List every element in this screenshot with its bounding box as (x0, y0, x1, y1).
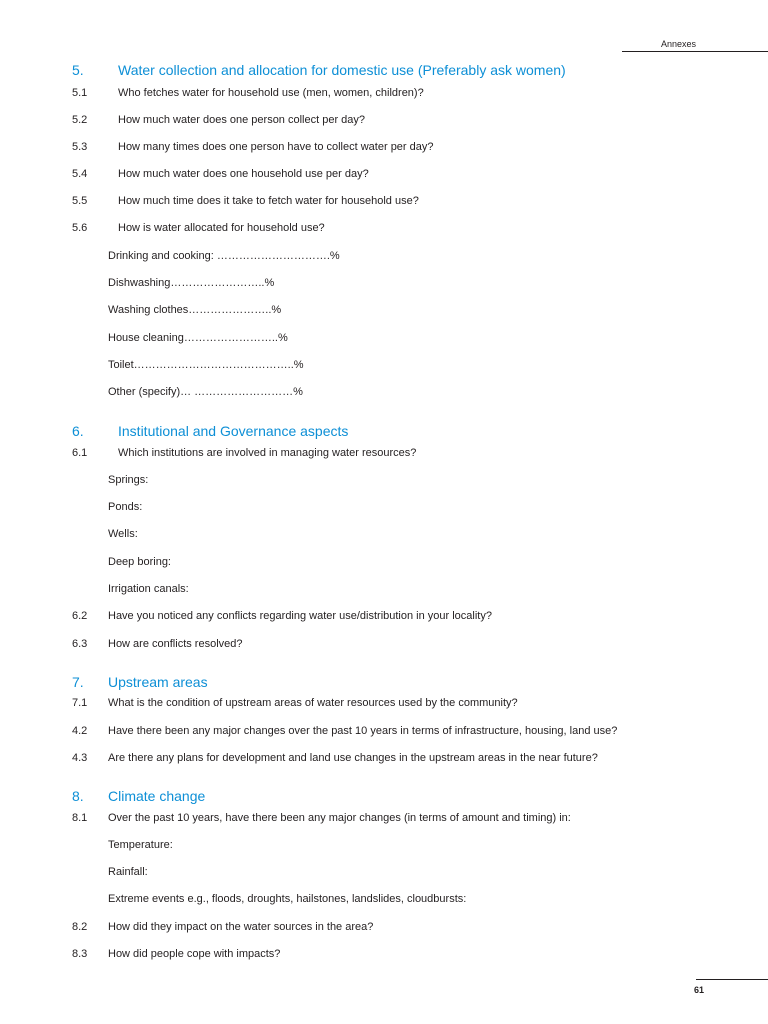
question-number: 5.6 (72, 222, 88, 234)
question-text: Are there any plans for development and land use changes in the upstream areas in the near future? (108, 752, 598, 764)
question-number: 5.1 (72, 87, 88, 99)
question-text: How much time does it take to fetch water for household use? (118, 195, 419, 207)
allocation-item: Dishwashing……………………..% (108, 277, 275, 289)
question-text: How are conflicts resolved? (108, 638, 243, 650)
question-number: 4.2 (72, 725, 88, 737)
section-number: 7. (72, 674, 84, 690)
climate-item: Extreme events e.g., floods, droughts, hailstones, landslides, cloudbursts: (108, 893, 467, 905)
question-text: Have there been any major changes over the past 10 years in terms of infrastructure, housing, land use? (108, 725, 618, 737)
question-text: Which institutions are involved in managing water resources? (118, 447, 417, 459)
question-number: 6.2 (72, 610, 88, 622)
footer-rule (696, 979, 768, 980)
question-number: 5.4 (72, 168, 88, 180)
question-text: How much water does one household use per day? (118, 168, 369, 180)
climate-item: Temperature: (108, 839, 173, 851)
allocation-item: Drinking and cooking: ………………………….% (108, 250, 340, 262)
institution-item: Springs: (108, 474, 149, 486)
section-number: 5. (72, 62, 84, 78)
allocation-item: Toilet……………………………………..% (108, 359, 304, 371)
question-number: 8.2 (72, 921, 88, 933)
section-title: Water collection and allocation for domestic use (Preferably ask women) (118, 62, 566, 78)
header-label: Annexes (660, 39, 696, 49)
question-text: How is water allocated for household use? (118, 222, 325, 234)
institution-item: Deep boring: (108, 556, 171, 568)
question-number: 5.2 (72, 114, 88, 126)
question-text: How did they impact on the water sources in the area? (108, 921, 374, 933)
institution-item: Wells: (108, 528, 138, 540)
page-number: 61 (694, 985, 705, 995)
question-text: How much water does one person collect per day? (118, 114, 366, 126)
question-number: 4.3 (72, 752, 88, 764)
section-title: Institutional and Governance aspects (118, 423, 349, 439)
allocation-item: Washing clothes…………………..% (108, 304, 282, 316)
climate-item: Rainfall: (108, 866, 148, 878)
institution-item: Ponds: (108, 501, 143, 513)
allocation-item: House cleaning……………………..% (108, 332, 288, 344)
question-number: 5.5 (72, 195, 88, 207)
question-number: 6.1 (72, 447, 88, 459)
question-number: 5.3 (72, 141, 88, 153)
question-text: Over the past 10 years, have there been any major changes (in terms of amount and timing) in: (108, 812, 571, 824)
question-text: Have you noticed any conflicts regarding water use/distribution in your locality? (108, 610, 492, 622)
question-number: 8.3 (72, 948, 88, 960)
question-text: How many times does one person have to collect water per day? (118, 141, 434, 153)
institution-item: Irrigation canals: (108, 583, 189, 595)
question-text: What is the condition of upstream areas of water resources used by the community? (108, 697, 518, 709)
section-number: 6. (72, 423, 84, 439)
question-number: 6.3 (72, 638, 88, 650)
question-number: 7.1 (72, 697, 88, 709)
question-number: 8.1 (72, 812, 88, 824)
allocation-item: Other (specify)… ………………………% (108, 386, 303, 398)
section-title: Climate change (108, 788, 206, 804)
section-title: Upstream areas (108, 674, 208, 690)
question-text: Who fetches water for household use (men, women, children)? (118, 87, 424, 99)
header-rule (622, 51, 768, 52)
section-number: 8. (72, 788, 84, 804)
question-text: How did people cope with impacts? (108, 948, 281, 960)
